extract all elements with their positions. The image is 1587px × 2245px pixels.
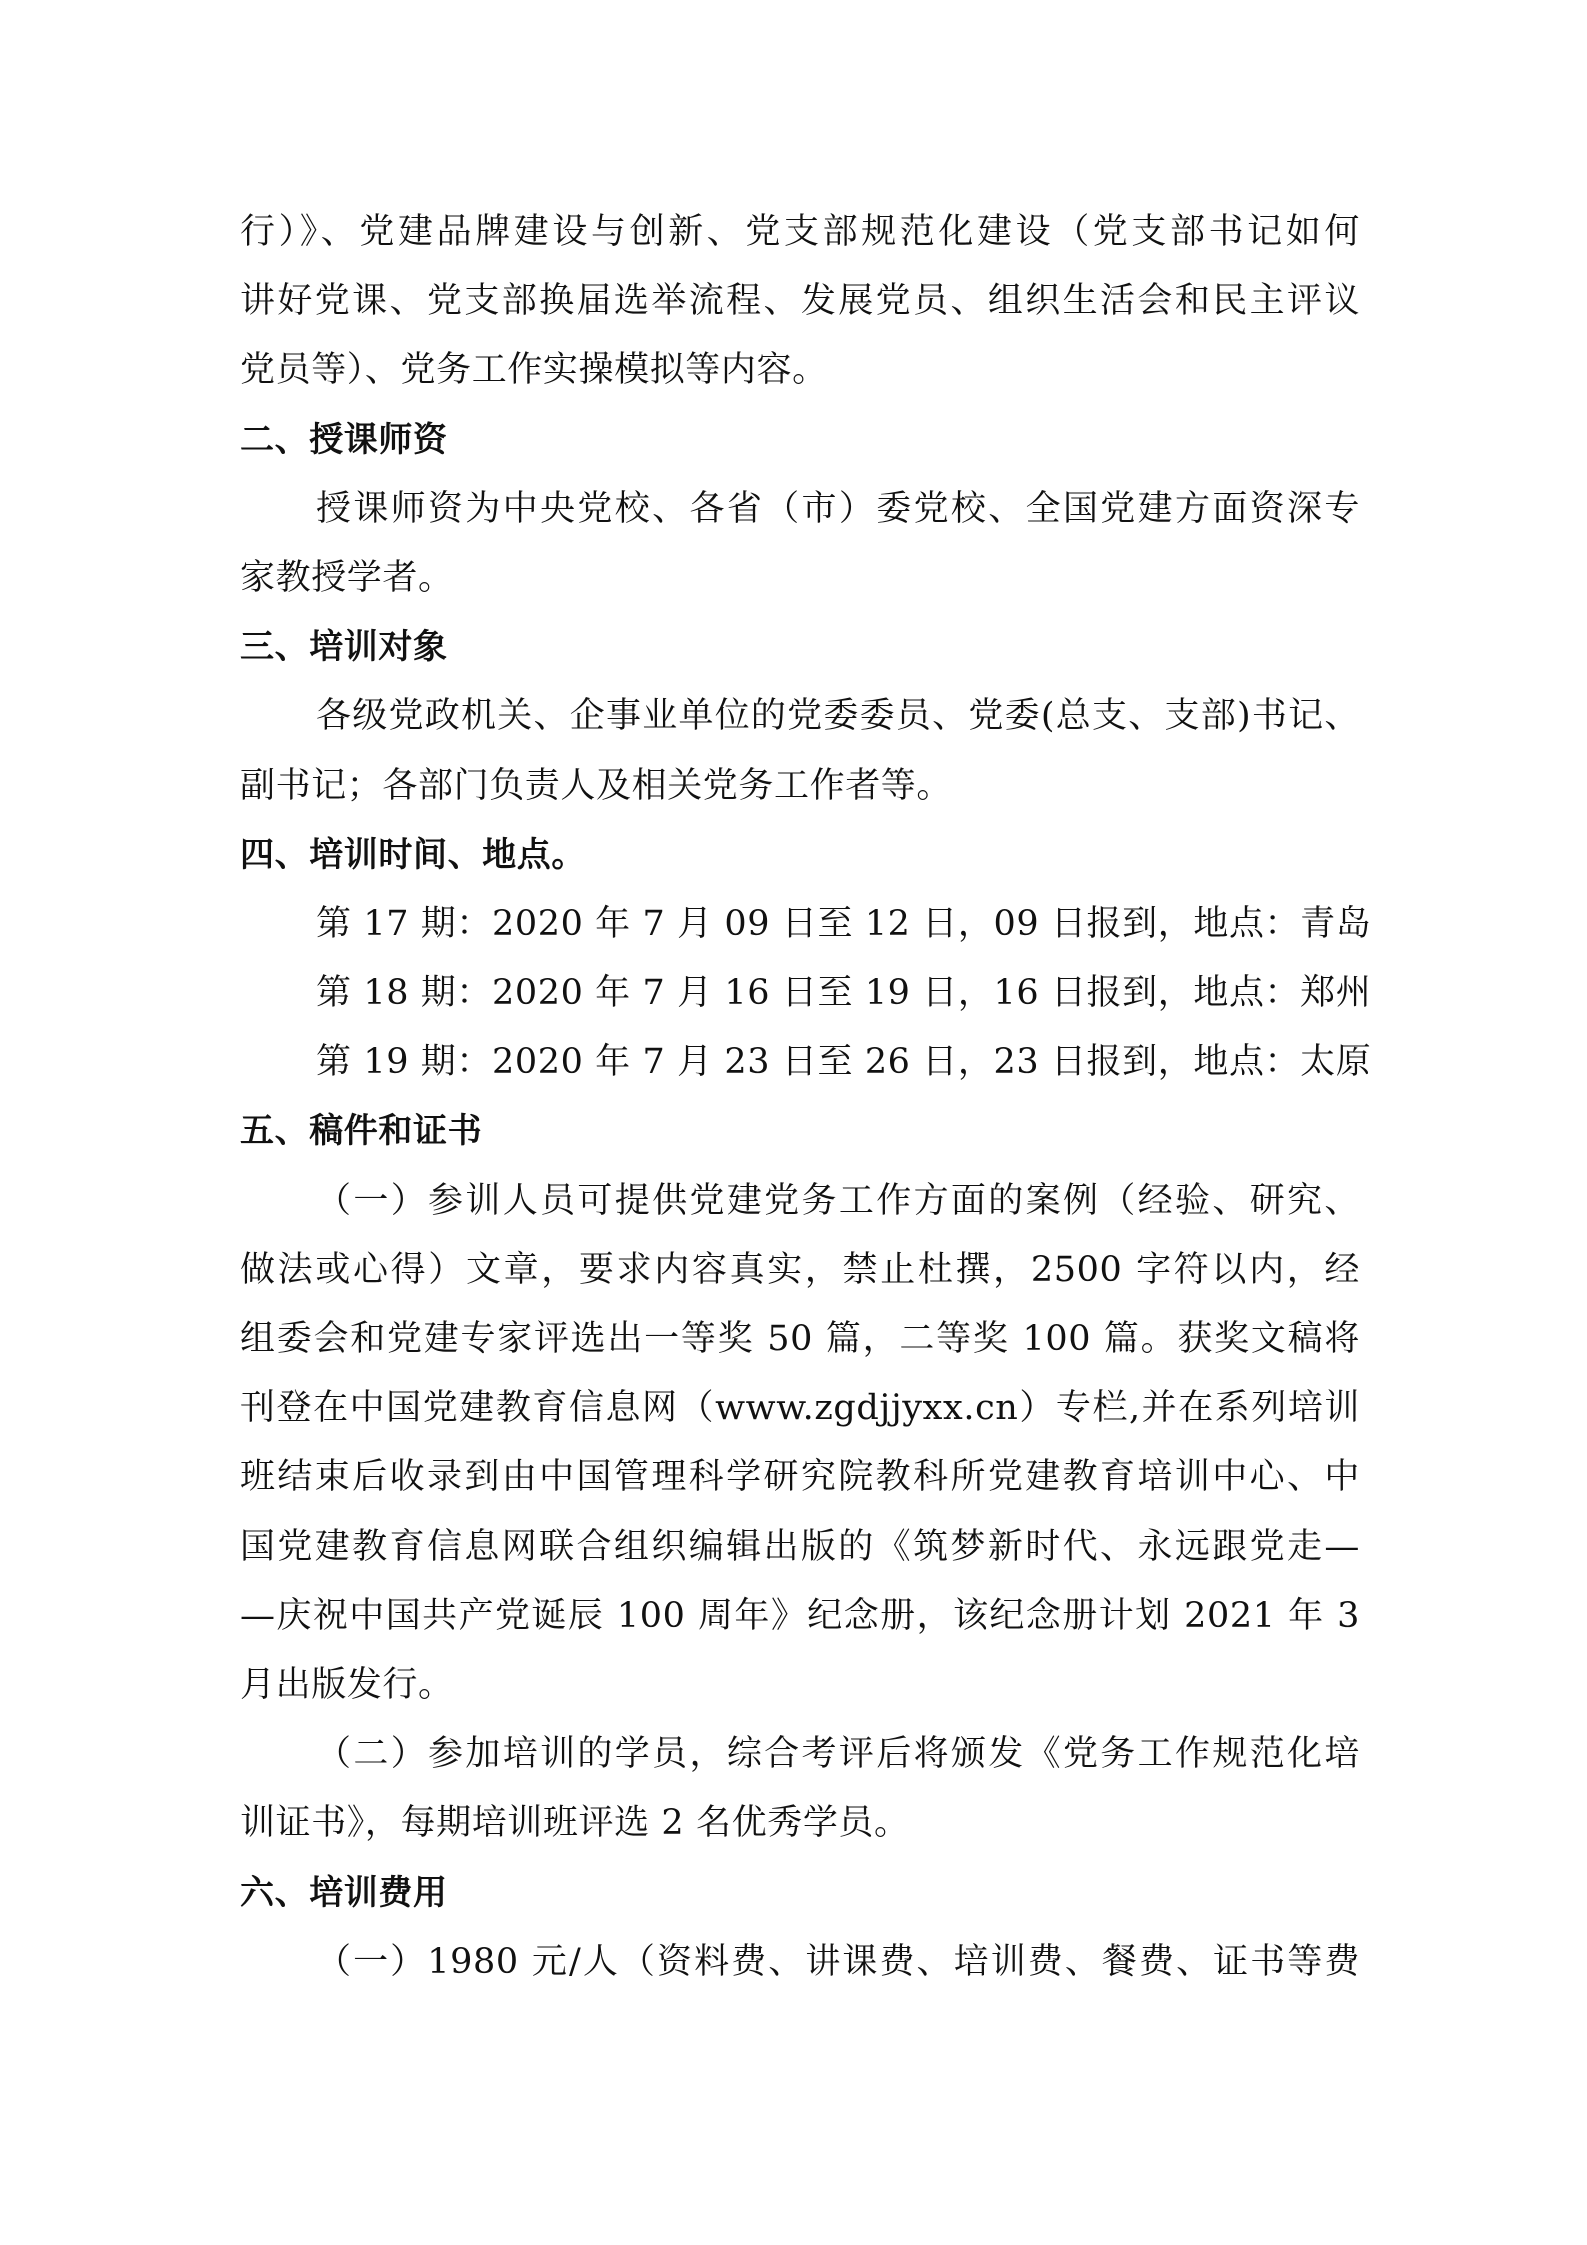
paragraph-line: 组委会和党建专家评选出一等奖 50 篇，二等奖 100 篇。获奖文稿将 bbox=[240, 1319, 1360, 1359]
paragraph-line: 月出版发行。 bbox=[240, 1664, 454, 1705]
paragraph-line: 家教授学者。 bbox=[240, 557, 454, 598]
paragraph-line: 授课师资为中央党校、各省（市）委党校、全国党建方面资深专 bbox=[316, 488, 1360, 529]
paragraph-line: 各级党政机关、企事业单位的党委委员、党委(总支、支部)书记、 bbox=[316, 696, 1360, 737]
paragraph-line: 党员等）、党务工作实操模拟等内容。 bbox=[240, 350, 828, 391]
paragraph-line: 讲好党课、党支部换届选举流程、发展党员、组织生活会和民主评议 bbox=[240, 281, 1360, 322]
section-heading: 六、培训费用 bbox=[240, 1872, 448, 1913]
paragraph-line: 行）》、党建品牌建设与创新、党支部规范化建设（党支部书记如何 bbox=[240, 212, 1360, 252]
paragraph-line: 训证书》，每期培训班评选 2 名优秀学员。 bbox=[240, 1803, 910, 1844]
section-heading: 五、稿件和证书 bbox=[240, 1111, 483, 1152]
paragraph-line: 第 19 期：2020 年 7 月 23 日至 26 日，23 日报到，地点：太原 bbox=[316, 1042, 1372, 1083]
paragraph-line: —庆祝中国共产党诞辰 100 周年》纪念册，该纪念册计划 2021 年 3 bbox=[240, 1595, 1360, 1636]
paragraph-line: 班结束后收录到由中国管理科学研究院教科所党建教育培训中心、中 bbox=[240, 1457, 1360, 1498]
paragraph-line: 做法或心得）文章，要求内容真实，禁止杜撰，2500 字符以内，经 bbox=[240, 1249, 1360, 1290]
document-body bbox=[240, 198, 1372, 1997]
paragraph-line: （一）1980 元/人（资料费、讲课费、培训费、餐费、证书等费 bbox=[316, 1941, 1360, 1982]
paragraph-line: 第 17 期：2020 年 7 月 09 日至 12 日，09 日报到，地点：青岛 bbox=[316, 903, 1372, 944]
paragraph-line: 国党建教育信息网联合组织编辑出版的《筑梦新时代、永远跟党走— bbox=[240, 1526, 1360, 1567]
section-heading: 三、培训对象 bbox=[240, 627, 448, 668]
section-heading: 二、授课师资 bbox=[240, 419, 448, 460]
paragraph-line: （一）参训人员可提供党建党务工作方面的案例（经验、研究、 bbox=[316, 1180, 1360, 1221]
section-heading: 四、培训时间、地点。 bbox=[240, 834, 586, 875]
paragraph-line: 刊登在中国党建教育信息网（www.zgdjjyxx.cn）专栏,并在系列培训 bbox=[240, 1388, 1360, 1429]
paragraph-line: 第 18 期：2020 年 7 月 16 日至 19 日，16 日报到，地点：郑州 bbox=[316, 973, 1372, 1014]
paragraph-line: 副书记；各部门负责人及相关党务工作者等。 bbox=[240, 765, 953, 806]
paragraph-line: （二）参加培训的学员，综合考评后将颁发《党务工作规范化培 bbox=[316, 1734, 1360, 1775]
